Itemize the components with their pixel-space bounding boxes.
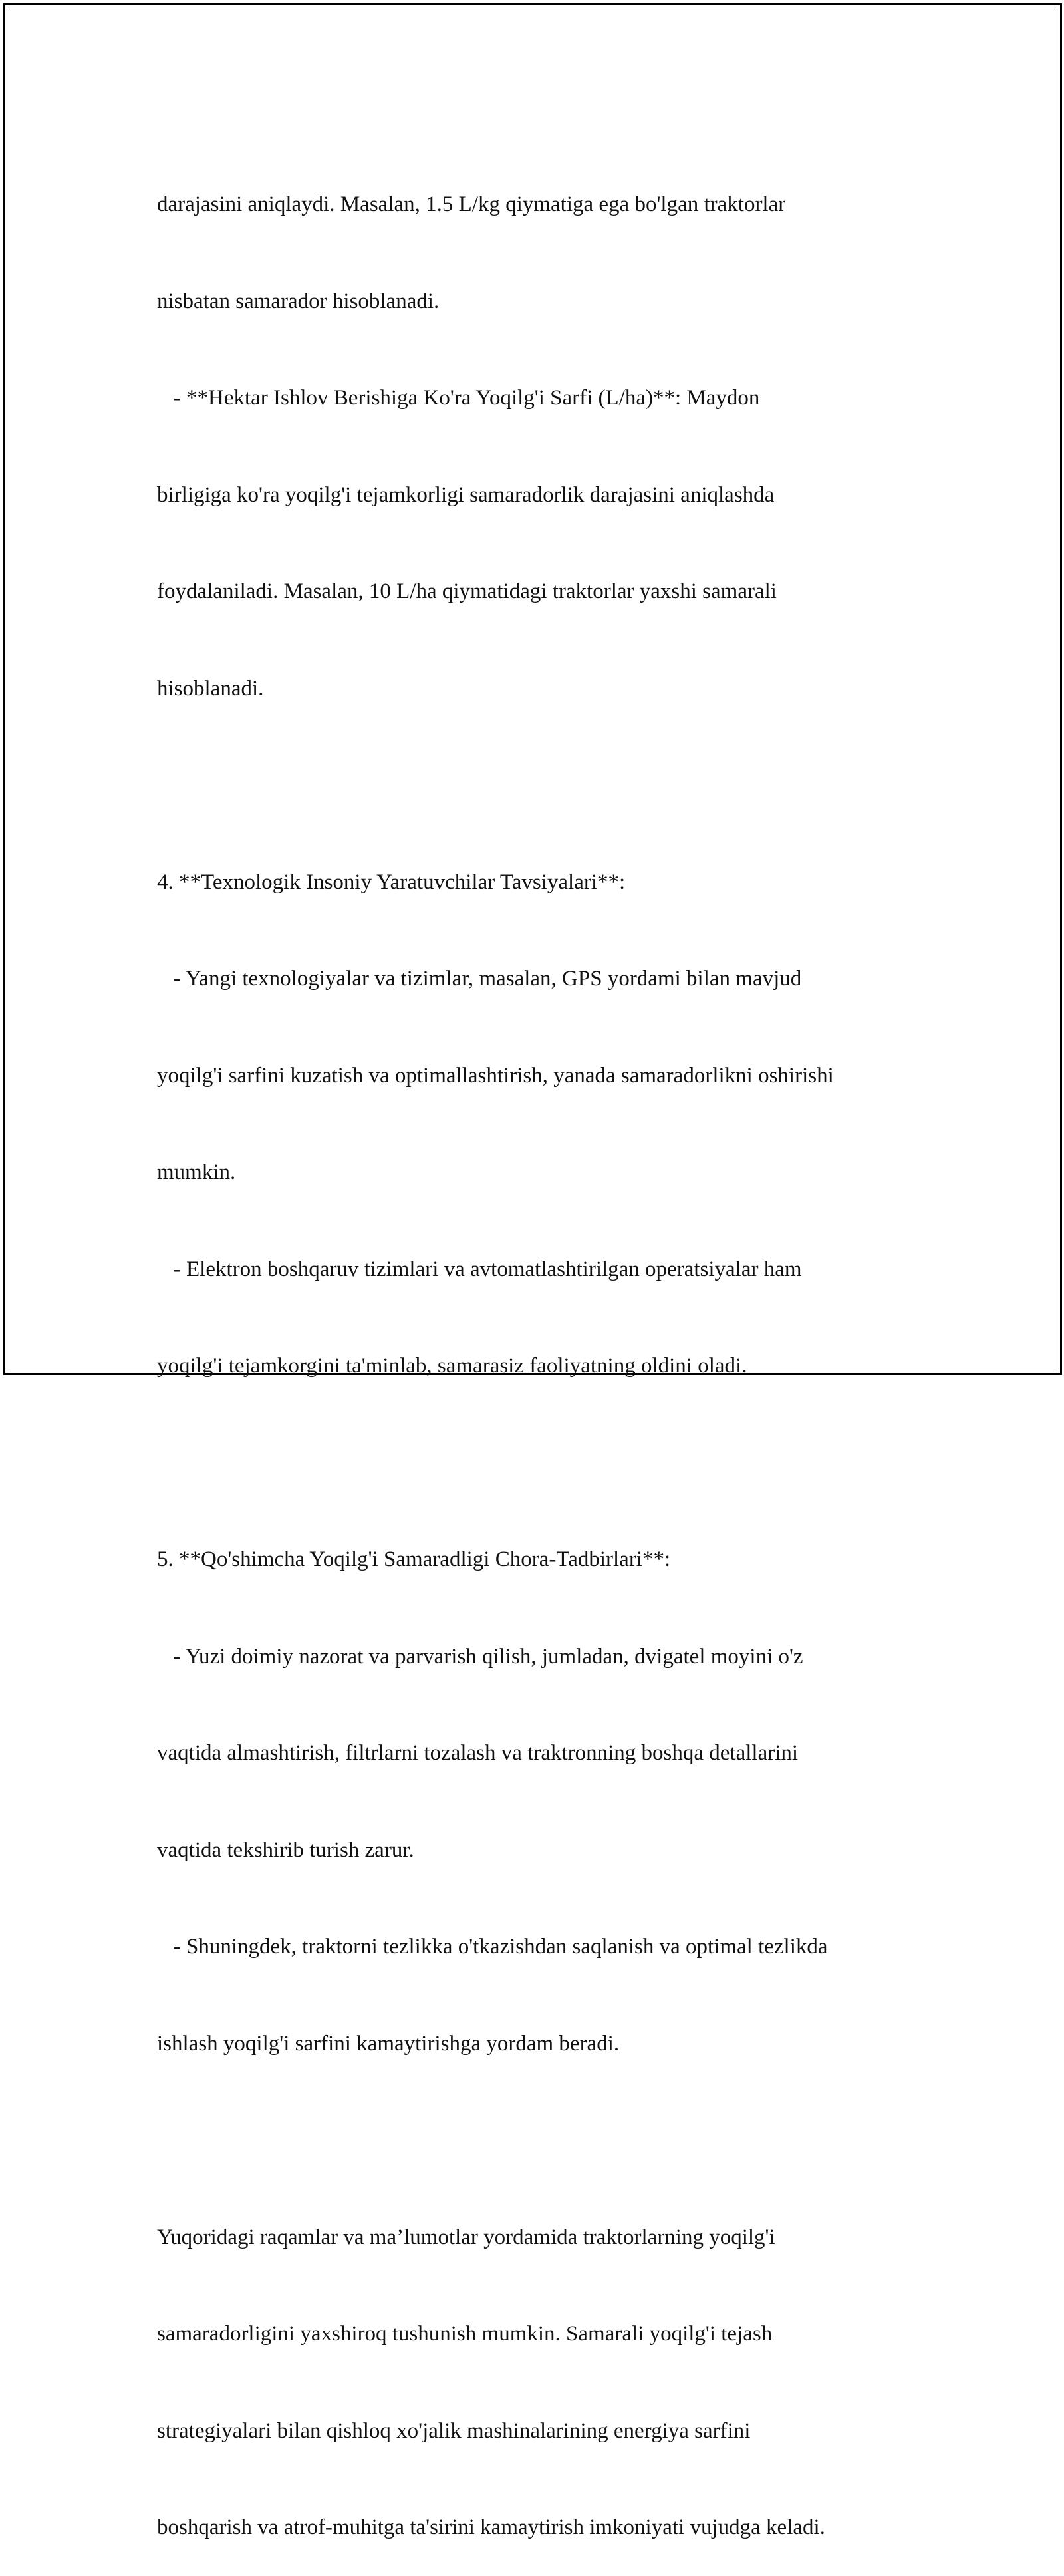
- text-line: - Shuningdek, traktorni tezlikka o'tkazishdan saqlanish va optimal tezlikda: [157, 1935, 828, 1959]
- paragraph-gap: [157, 769, 915, 802]
- text-line: birligiga ko'ra yoqilg'i tejamkorligi samaradorlik darajasini aniqlashda: [157, 482, 775, 507]
- text-line: yoqilg'i tejamkorgini ta'minlab, samarasiz faoliyatning oldini oladi.: [157, 1354, 747, 1378]
- text-line: - Yangi texnologiyalar va tizimlar, masalan, GPS yordami bilan mavjud: [157, 967, 802, 991]
- text-line: - **Hektar Ishlov Berishiga Ko'ra Yoqilg'i Sarfi (L/ha)**: Maydon: [157, 386, 760, 410]
- paragraph-gap: [157, 2124, 915, 2157]
- text-line: boshqarish va atrof-muhitga ta'sirini kamaytirish imkoniyati vujudga keladi.: [157, 2515, 825, 2539]
- text-line: hisoblanadi.: [157, 676, 264, 701]
- text-line: yoqilg'i sarfini kuzatish va optimallashtirish, yanada samaradorlikni oshirishi: [157, 1063, 834, 1088]
- document-body: [157, 124, 915, 2576]
- text-line: strategiyalari bilan qishloq xo'jalik mashinalarining energiya sarfini: [157, 2418, 751, 2443]
- text-line: darajasini aniqlaydi. Masalan, 1.5 L/kg qiymatiga ega bo'lgan traktorlar: [157, 192, 786, 216]
- text-line: - Yuzi doimiy nazorat va parvarish qilish, jumladan, dvigatel moyini o'z: [157, 1644, 803, 1669]
- text-line: ishlash yoqilg'i sarfini kamaytirishga yordam beradi.: [157, 2031, 620, 2056]
- text-line: samaradorligini yaxshiroq tushunish mumkin. Samarali yoqilg'i tejash: [157, 2322, 773, 2346]
- text-line: nisbatan samarador hisoblanadi.: [157, 289, 440, 313]
- text-line: foydalaniladi. Masalan, 10 L/ha qiymatidagi traktorlar yaxshi samarali: [157, 579, 777, 603]
- section-heading: 5. **Qo'shimcha Yoqilg'i Samaradligi Chora-Tadbirlari**:: [157, 1547, 671, 1571]
- section-heading: 4. **Texnologik Insoniy Yaratuvchilar Tavsiyalari**:: [157, 870, 626, 894]
- text-line: vaqtida almashtirish, filtrlarni tozalash va traktronning boshqa detallarini: [157, 1741, 799, 1765]
- text-line: Yuqoridagi raqamlar va ma’lumotlar yordamida traktorlarning yoqilg'i: [157, 2225, 775, 2249]
- text-line: vaqtida tekshirib turish zarur.: [157, 1838, 414, 1862]
- text-line: - Elektron boshqaruv tizimlari va avtomatlashtirilgan operatsiyalar ham: [157, 1257, 802, 1281]
- paragraph-gap: [157, 1447, 915, 1480]
- text-line: mumkin.: [157, 1160, 236, 1184]
